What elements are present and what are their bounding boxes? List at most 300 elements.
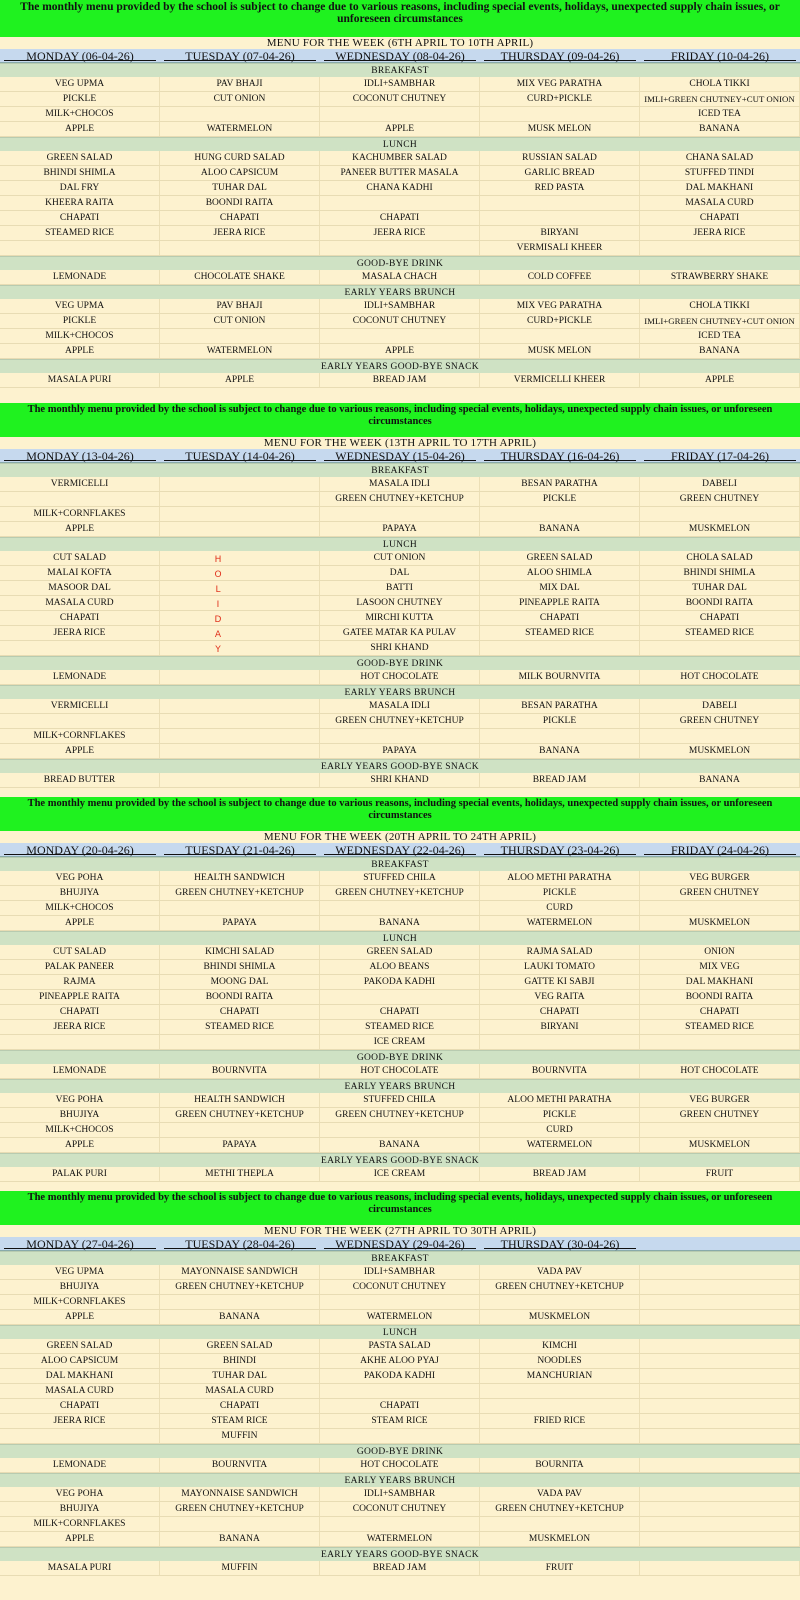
menu-item [320, 1517, 480, 1531]
menu-item: BANANA [640, 122, 800, 136]
week-block [0, 797, 800, 1191]
menu-item: BREAD JAM [320, 373, 480, 387]
menu-item: GREEN CHUTNEY+KETCHUP [160, 1280, 320, 1294]
menu-item: LEMONADE [0, 1064, 160, 1078]
menu-item: MILK BOURNVITA [480, 670, 640, 684]
menu-item: MIRCHI KUTTA [320, 611, 480, 625]
menu-item: MILK+CHOCOS [0, 1123, 160, 1137]
menu-item: PAV BHAJI [160, 77, 320, 91]
menu-item [480, 1035, 640, 1049]
menu-item: MAYONNAISE SANDWICH [160, 1265, 320, 1279]
menu-item: BANANA [160, 1532, 320, 1546]
menu-item: BOONDI RAITA [160, 990, 320, 1004]
menu-item: KHEERA RAITA [0, 196, 160, 210]
menu-item: DAL [320, 566, 480, 580]
menu-item: GREEN CHUTNEY+KETCHUP [320, 886, 480, 900]
menu-item [320, 241, 480, 255]
menu-item: CHAPATI [480, 1005, 640, 1019]
menu-item: MASOOR DAL [0, 581, 160, 595]
menu-item: MUSK MELON [480, 344, 640, 358]
menu-item [480, 329, 640, 343]
menu-row [0, 166, 800, 181]
menu-item: PINEAPPLE RAITA [0, 990, 160, 1004]
section-header-ey-brunch: EARLY YEARS BRUNCH [0, 1079, 800, 1093]
menu-item [640, 1429, 800, 1443]
menu-item: MANCHURIAN [480, 1369, 640, 1383]
menu-item: HEALTH SANDWICH [160, 1093, 320, 1107]
menu-item [480, 1517, 640, 1531]
menu-row [0, 596, 800, 611]
menu-item: IMLI+GREEN CHUTNEY+CUT ONION [640, 314, 800, 328]
menu-item: MUSK MELON [480, 122, 640, 136]
menu-item: APPLE [0, 1138, 160, 1152]
menu-item: MASALA PURI [0, 1561, 160, 1575]
menu-item [160, 522, 320, 536]
menu-item: BATTI [320, 581, 480, 595]
menu-row [0, 1384, 800, 1399]
menu-item [320, 990, 480, 1004]
menu-item: CHAPATI [640, 611, 800, 625]
menu-item: BOURNVITA [480, 1064, 640, 1078]
menu-item [160, 714, 320, 728]
menu-item: ICE CREAM [320, 1035, 480, 1049]
menu-item [0, 492, 160, 506]
menu-row [0, 107, 800, 122]
menu-item: PICKLE [480, 886, 640, 900]
day-header: THURSDAY (30-04-26) [480, 1237, 640, 1250]
holiday-letter: A [214, 630, 222, 640]
menu-item [640, 1502, 800, 1516]
menu-row [0, 344, 800, 359]
menu-item: GREEN SALAD [160, 1339, 320, 1353]
menu-item: IDLI+SAMBHAR [320, 299, 480, 313]
menu-item [160, 477, 320, 491]
menu-item: TUHAR DAL [640, 581, 800, 595]
holiday-letter: I [216, 600, 220, 610]
menu-row [0, 226, 800, 241]
menu-item: APPLE [0, 1310, 160, 1324]
menu-item [480, 641, 640, 655]
menu-item [160, 241, 320, 255]
menu-item [0, 1035, 160, 1049]
menu-item: HOT CHOCOLATE [320, 1458, 480, 1472]
menu-item: PAPAYA [160, 1138, 320, 1152]
menu-item [640, 1369, 800, 1383]
menu-item: LEMONADE [0, 270, 160, 284]
menu-item: COCONUT CHUTNEY [320, 1280, 480, 1294]
menu-item: HOT CHOCOLATE [640, 1064, 800, 1078]
menu-item [640, 901, 800, 915]
menu-item: METHI THEPLA [160, 1167, 320, 1181]
menu-row [0, 522, 800, 537]
menu-item: IDLI+SAMBHAR [320, 1265, 480, 1279]
menu-item: MUFFIN [160, 1561, 320, 1575]
menu-row [0, 641, 800, 656]
menu-item [160, 551, 320, 565]
menu-item [160, 744, 320, 758]
menu-item [320, 729, 480, 743]
section-header-lunch: LUNCH [0, 137, 800, 151]
menu-item: MUSKMELON [640, 744, 800, 758]
menu-item [480, 1295, 640, 1309]
menu-item: GREEN SALAD [0, 1339, 160, 1353]
menu-row [0, 1414, 800, 1429]
menu-item: STEAMED RICE [640, 626, 800, 640]
menu-item: ALOO SHIMLA [480, 566, 640, 580]
menu-item: STEAMED RICE [480, 626, 640, 640]
menu-item [640, 1458, 800, 1472]
menu-item: GREEN CHUTNEY+KETCHUP [160, 1108, 320, 1122]
menu-item: BREAD BUTTER [0, 773, 160, 787]
holiday-letter: H [214, 555, 222, 565]
menu-item [160, 566, 320, 580]
menu-item: GREEN CHUTNEY+KETCHUP [480, 1280, 640, 1294]
menu-item: JEERA RICE [160, 226, 320, 240]
menu-row [0, 744, 800, 759]
menu-item [640, 241, 800, 255]
menu-item: CHAPATI [640, 211, 800, 225]
menu-item: DAL MAKHANI [640, 975, 800, 989]
menu-item: MILK+CORNFLAKES [0, 729, 160, 743]
menu-row [0, 611, 800, 626]
day-header: THURSDAY (23-04-26) [480, 843, 640, 856]
menu-item: ALOO CAPSICUM [0, 1354, 160, 1368]
day-header [640, 1237, 800, 1250]
menu-item: MUSKMELON [640, 916, 800, 930]
menu-item [0, 641, 160, 655]
menu-item: CHAPATI [160, 1399, 320, 1413]
menu-item: LEMONADE [0, 1458, 160, 1472]
menu-item: BHUJIYA [0, 1502, 160, 1516]
menu-item: HOT CHOCOLATE [320, 1064, 480, 1078]
menu-item [160, 581, 320, 595]
menu-item: PANEER BUTTER MASALA [320, 166, 480, 180]
menu-item: VEG RAITA [480, 990, 640, 1004]
menu-item: ICE CREAM [320, 1167, 480, 1181]
menu-item [480, 1399, 640, 1413]
menu-item: JEERA RICE [0, 1414, 160, 1428]
menu-item: BESAN PARATHA [480, 699, 640, 713]
menu-item: VERMICELLI [0, 477, 160, 491]
menu-item: PALAK PANEER [0, 960, 160, 974]
menu-item: GREEN CHUTNEY [640, 1108, 800, 1122]
menu-item: NOODLES [480, 1354, 640, 1368]
menu-item [480, 729, 640, 743]
menu-item: LEMONADE [0, 670, 160, 684]
menu-item: BANANA [320, 916, 480, 930]
menu-item: CHAPATI [320, 1005, 480, 1019]
menu-item: TUHAR DAL [160, 1369, 320, 1383]
menu-item: APPLE [0, 916, 160, 930]
menu-row [0, 77, 800, 92]
menu-item: COCONUT CHUTNEY [320, 92, 480, 106]
menu-item [160, 596, 320, 610]
menu-item: CHOLA TIKKI [640, 77, 800, 91]
menu-item: BHUJIYA [0, 1280, 160, 1294]
menu-item: BANANA [640, 773, 800, 787]
menu-row [0, 1123, 800, 1138]
day-header: TUESDAY (14-04-26) [160, 449, 320, 462]
menu-row [0, 699, 800, 714]
menu-row [0, 1295, 800, 1310]
menu-item: VEG POHA [0, 1487, 160, 1501]
menu-item: JEERA RICE [640, 226, 800, 240]
menu-item: GREEN CHUTNEY [640, 492, 800, 506]
menu-item: BANANA [640, 344, 800, 358]
menu-item [640, 507, 800, 521]
menu-item: PASTA SALAD [320, 1339, 480, 1353]
menu-item: STRAWBERRY SHAKE [640, 270, 800, 284]
menu-item [640, 1310, 800, 1324]
holiday-letter: Y [215, 645, 221, 655]
day-header: WEDNESDAY (15-04-26) [320, 449, 480, 462]
menu-item: MILK+CHOCOS [0, 329, 160, 343]
menu-row [0, 196, 800, 211]
menu-item: CHAPATI [320, 211, 480, 225]
menu-item: IDLI+SAMBHAR [320, 77, 480, 91]
menu-row [0, 1399, 800, 1414]
day-header: WEDNESDAY (29-04-26) [320, 1237, 480, 1250]
menu-item [640, 1532, 800, 1546]
menu-item: CURD+PICKLE [480, 92, 640, 106]
menu-item: CHAPATI [480, 611, 640, 625]
menu-row [0, 990, 800, 1005]
menu-item: SHRI KHAND [320, 773, 480, 787]
menu-item: CURD [480, 901, 640, 915]
menu-item: MASALA CURD [160, 1384, 320, 1398]
menu-item: STUFFED CHILA [320, 871, 480, 885]
day-header: TUESDAY (07-04-26) [160, 49, 320, 62]
menu-item: MASALA IDLI [320, 699, 480, 713]
menu-item [0, 714, 160, 728]
menu-row [0, 871, 800, 886]
menu-item: PAKODA KADHI [320, 975, 480, 989]
menu-item: CUT ONION [160, 92, 320, 106]
menu-notice: The monthly menu provided by the school is subject to change due to various reasons, including special events, holidays, unexpected supply chain issues, or unforeseen circumstances [0, 1191, 800, 1225]
menu-item: BOONDI RAITA [160, 196, 320, 210]
menu-item: STEAMED RICE [320, 1020, 480, 1034]
menu-item: HUNG CURD SALAD [160, 151, 320, 165]
menu-item: MILK+CHOCOS [0, 107, 160, 121]
menu-item: VEG POHA [0, 1093, 160, 1107]
menu-item: PINEAPPLE RAITA [480, 596, 640, 610]
menu-item [160, 773, 320, 787]
menu-item: CUT ONION [160, 314, 320, 328]
menu-item: MIX VEG PARATHA [480, 299, 640, 313]
menu-item: VADA PAV [480, 1487, 640, 1501]
menu-item [0, 1429, 160, 1443]
menu-item: DABELI [640, 699, 800, 713]
menu-item [480, 1429, 640, 1443]
menu-item: BREAD JAM [480, 773, 640, 787]
menu-item: FRUIT [480, 1561, 640, 1575]
menu-item: BOONDI RAITA [640, 990, 800, 1004]
menu-row [0, 151, 800, 166]
menu-item: FRUIT [640, 1167, 800, 1181]
menu-item: HOT CHOCOLATE [320, 670, 480, 684]
menu-row [0, 329, 800, 344]
section-header-ey-snack: EARLY YEARS GOOD-BYE SNACK [0, 359, 800, 373]
menu-item: LAUKI TOMATO [480, 960, 640, 974]
menu-item: STEAMED RICE [160, 1020, 320, 1034]
menu-item [480, 507, 640, 521]
menu-item: GATTE KI SABJI [480, 975, 640, 989]
menu-item: ALOO BEANS [320, 960, 480, 974]
menu-item [0, 241, 160, 255]
menu-item: JEERA RICE [320, 226, 480, 240]
menu-row [0, 241, 800, 256]
menu-item: BREAD JAM [480, 1167, 640, 1181]
menu-item: ONION [640, 945, 800, 959]
section-header-goodbye-drink: GOOD-BYE DRINK [0, 256, 800, 270]
menu-item: VEG POHA [0, 871, 160, 885]
menu-item: WATERMELON [160, 344, 320, 358]
menu-item [640, 1265, 800, 1279]
menu-item [160, 107, 320, 121]
menu-row [0, 1064, 800, 1079]
menu-item: MASALA CHACH [320, 270, 480, 284]
menu-item [320, 1384, 480, 1398]
menu-row [0, 1458, 800, 1473]
menu-item: JEERA RICE [0, 626, 160, 640]
menu-item: CHANA SALAD [640, 151, 800, 165]
day-header-row [0, 1237, 800, 1251]
menu-item [640, 1295, 800, 1309]
menu-row [0, 1138, 800, 1153]
menu-item: MAYONNAISE SANDWICH [160, 1487, 320, 1501]
section-header-ey-brunch: EARLY YEARS BRUNCH [0, 1473, 800, 1487]
menu-row [0, 373, 800, 388]
menu-item [160, 699, 320, 713]
menu-item: VERMICELLI [0, 699, 160, 713]
section-header-lunch: LUNCH [0, 931, 800, 945]
menu-item: STEAM RICE [160, 1414, 320, 1428]
day-header: WEDNESDAY (08-04-26) [320, 49, 480, 62]
menu-item [640, 1339, 800, 1353]
menu-item: MASALA CURD [0, 596, 160, 610]
menu-item: GREEN SALAD [480, 551, 640, 565]
menu-row [0, 1167, 800, 1182]
menu-row [0, 92, 800, 107]
menu-item: PICKLE [0, 92, 160, 106]
menu-item [160, 1123, 320, 1137]
menu-item: BHINDI SHIMLA [160, 960, 320, 974]
section-header-breakfast: BREAKFAST [0, 857, 800, 871]
menu-item: VEG UPMA [0, 299, 160, 313]
menu-item: MIX DAL [480, 581, 640, 595]
day-header-row [0, 49, 800, 63]
menu-item: DAL MAKHANI [640, 181, 800, 195]
menu-item: APPLE [320, 344, 480, 358]
menu-row [0, 551, 800, 566]
section-header-goodbye-drink: GOOD-BYE DRINK [0, 1050, 800, 1064]
menu-item [320, 507, 480, 521]
menu-row [0, 1093, 800, 1108]
day-header: MONDAY (13-04-26) [0, 449, 160, 462]
section-header-ey-brunch: EARLY YEARS BRUNCH [0, 685, 800, 699]
menu-notice: The monthly menu provided by the school is subject to change due to various reasons, including special events, holidays, unexpected supply chain issues, or unforeseen circumstances [0, 403, 800, 437]
day-header: TUESDAY (21-04-26) [160, 843, 320, 856]
menu-item: PALAK PURI [0, 1167, 160, 1181]
menu-item [640, 1384, 800, 1398]
menu-item [640, 1414, 800, 1428]
menu-item: IDLI+SAMBHAR [320, 1487, 480, 1501]
menu-row [0, 1502, 800, 1517]
menu-item: APPLE [0, 122, 160, 136]
menu-item: PICKLE [480, 492, 640, 506]
menu-row [0, 886, 800, 901]
menu-item: WATERMELON [160, 122, 320, 136]
menu-item: BHINDI SHIMLA [640, 566, 800, 580]
menu-item: MALAI KOFTA [0, 566, 160, 580]
section-header-breakfast: BREAKFAST [0, 63, 800, 77]
menu-row [0, 1339, 800, 1354]
section-header-ey-snack: EARLY YEARS GOOD-BYE SNACK [0, 1153, 800, 1167]
menu-item: BHINDI SHIMLA [0, 166, 160, 180]
menu-row [0, 1369, 800, 1384]
menu-item: DAL FRY [0, 181, 160, 195]
menu-row [0, 270, 800, 285]
menu-item: GREEN CHUTNEY [640, 714, 800, 728]
menu-row [0, 1020, 800, 1035]
menu-item: GREEN CHUTNEY+KETCHUP [320, 1108, 480, 1122]
menu-item: BOONDI RAITA [640, 596, 800, 610]
menu-item: STUFFED CHILA [320, 1093, 480, 1107]
menu-row [0, 1354, 800, 1369]
day-header: FRIDAY (24-04-26) [640, 843, 800, 856]
menu-item: BANANA [480, 522, 640, 536]
menu-item: CURD [480, 1123, 640, 1137]
menu-item: VERMISALI KHEER [480, 241, 640, 255]
menu-item: APPLE [320, 122, 480, 136]
menu-item: CHAPATI [640, 1005, 800, 1019]
menu-item [160, 1035, 320, 1049]
menu-row [0, 507, 800, 522]
menu-row [0, 1561, 800, 1576]
menu-row [0, 181, 800, 196]
menu-item: BOURNVITA [160, 1064, 320, 1078]
menu-item: MUSKMELON [480, 1310, 640, 1324]
menu-item: APPLE [160, 373, 320, 387]
section-header-breakfast: BREAKFAST [0, 1251, 800, 1265]
menu-item: COCONUT CHUTNEY [320, 314, 480, 328]
menu-item [640, 1399, 800, 1413]
week-title: MENU FOR THE WEEK (27TH APRIL TO 30TH APRIL) [0, 1225, 800, 1237]
menu-item: APPLE [0, 522, 160, 536]
menu-item: ALOO METHI PARATHA [480, 1093, 640, 1107]
menu-item: GREEN CHUTNEY [640, 886, 800, 900]
menu-item [480, 1384, 640, 1398]
menu-item: BOURNITA [480, 1458, 640, 1472]
menu-item: HEALTH SANDWICH [160, 871, 320, 885]
menu-item [320, 901, 480, 915]
menu-row [0, 1487, 800, 1502]
section-header-goodbye-drink: GOOD-BYE DRINK [0, 1444, 800, 1458]
menu-row [0, 729, 800, 744]
section-header-goodbye-drink: GOOD-BYE DRINK [0, 656, 800, 670]
menu-item: BOURNVITA [160, 1458, 320, 1472]
menu-item [320, 196, 480, 210]
menu-item: MILK+CHOCOS [0, 901, 160, 915]
menu-item [480, 211, 640, 225]
menu-item: GREEN CHUTNEY+KETCHUP [480, 1502, 640, 1516]
menu-item: WATERMELON [480, 1138, 640, 1152]
menu-item: GREEN SALAD [0, 151, 160, 165]
menu-item: STEAMED RICE [0, 226, 160, 240]
menu-item: ICED TEA [640, 329, 800, 343]
menu-item [320, 329, 480, 343]
week-block [0, 1191, 800, 1600]
